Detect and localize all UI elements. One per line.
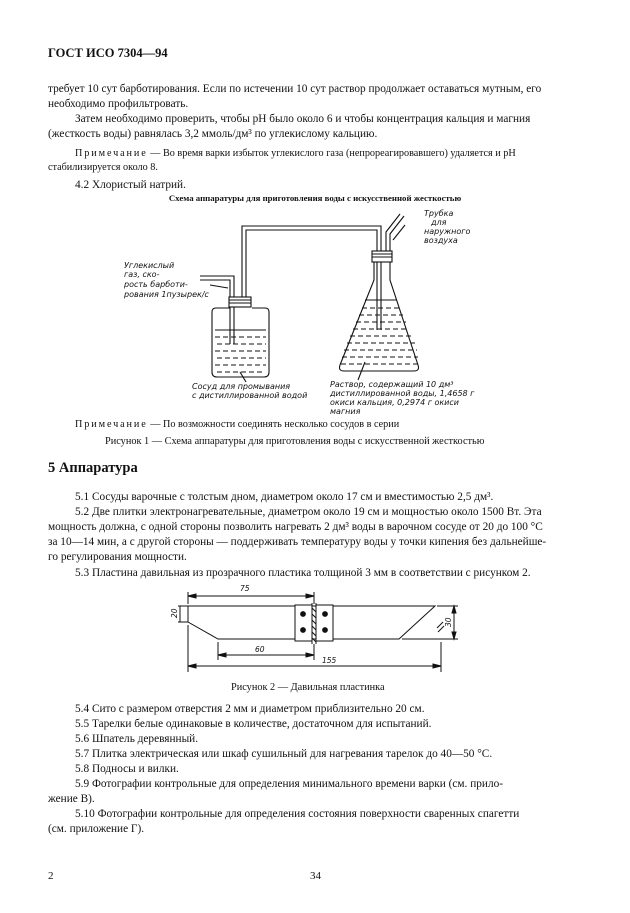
figure-1-title: Схема аппаратуры для приготовления воды с искусственной жесткостью [168, 193, 462, 203]
figure-2-caption: Рисунок 2 — Давильная пластинка [231, 682, 385, 693]
co2-label-line-2: газ, ско- [124, 270, 160, 279]
solution-label-line-2: дистиллированной воды, 1,4658 г [330, 389, 475, 398]
wash-bottle-stopper [229, 297, 251, 307]
note-1-line-2: стабилизируется около 8. [48, 162, 158, 173]
para-5-8: 5.8 Подносы и вилки. [75, 763, 179, 775]
figure-1-caption: Рисунок 1 — Схема аппаратуры для приготовления воды с искусственной жесткостью [105, 436, 485, 447]
para-5-1: 5.1 Сосуды варочные с толстым дном, диаметром около 17 см и вместимостью 2,5 дм³. [75, 491, 494, 503]
hinge-right [316, 605, 333, 641]
para-5-4: 5.4 Сито с размером отверстия 2 мм и диаметром приблизительно 20 см. [75, 703, 425, 715]
para-5-6: 5.6 Шпатель деревянный. [75, 733, 199, 745]
co2-label-line-1: Углекислый [124, 261, 175, 270]
figure-1-note-text: — По возможности соединять несколько сосудов в серии [147, 419, 400, 430]
wash-bottle [212, 308, 269, 377]
document-header: ГОСТ ИСО 7304—94 [48, 46, 168, 60]
solution-label-line-4: магния [330, 407, 361, 416]
para-5-3: 5.3 Пластина давильная из прозрачного пластика толщиной 3 мм в соответствии с рисунком 2. [75, 567, 531, 579]
intro-line-3: Затем необходимо проверить, чтобы рН было около 6 и чтобы концентрация кальция и магния [75, 113, 531, 125]
hinge-left [295, 605, 312, 641]
page-number: 34 [310, 870, 321, 882]
figure-2-drawing [0, 580, 630, 675]
dim-155: 155 [322, 656, 337, 665]
dim-60: 60 [255, 645, 265, 654]
section-5-title: 5 Аппаратура [48, 460, 138, 476]
co2-label-line-3: рость барботи- [124, 280, 188, 289]
dim-75: 75 [240, 584, 250, 593]
vessel-label-line-2: с дистиллированной водой [192, 391, 308, 400]
figure-1-note-label: Примечание [75, 419, 148, 430]
intro-line-1: требует 10 сут барботирования. Если по истечении 10 сут раствор продолжает оставаться мутным, его [48, 83, 542, 95]
note-1-line-1 [75, 147, 516, 161]
intro-line-2: необходимо профильтровать. [48, 98, 189, 110]
solution-label-line-1: Раствор, содержащий 10 дм³ [330, 380, 454, 389]
tube-label-line-3: наружного [424, 227, 471, 236]
para-5-2-line-4: го регулирования мощности. [48, 551, 187, 563]
para-5-5: 5.5 Тарелки белые одинаковые в количестве, достаточном для испытаний. [75, 718, 432, 730]
para-5-2-line-3: за 10—14 мин, а с другой стороны — поддерживать температуру воды у точки кипения без дальнейше- [48, 536, 547, 548]
para-5-2-line-2: мощность должна, с одной стороны позволить нагревать 2 дм³ воды в варочном сосуде от 20 до 100 °С [48, 521, 543, 533]
figure-1-diagram [0, 200, 630, 416]
tube-label-line-4: воздуха [424, 236, 458, 245]
figure-1-note [75, 418, 399, 432]
tube-label-line-2: для [431, 218, 447, 227]
erlenmeyer-flask [340, 262, 419, 371]
para-5-9-line-1: 5.9 Фотографии контрольные для определения минимального времени варки (см. прило- [75, 778, 503, 790]
para-5-7: 5.7 Плитка электрическая или шкаф сушильный для нагревания тарелок до 40—50 °С. [75, 748, 493, 760]
footer-left-number: 2 [48, 870, 54, 882]
para-5-2-line-1: 5.2 Две плитки электронагревательные, диаметром около 19 см и мощностью около 1500 Вт. Эта [75, 506, 542, 518]
para-5-9-line-2: жение В). [48, 793, 95, 805]
dim-30: 30 [444, 617, 453, 627]
intro-line-4: (жесткость воды) равнялась 3,2 ммоль/дм³ по углекислому кальцию. [48, 128, 378, 140]
note-1-text: — Во время варки избыток углекислого газа (непрореагировавшего) удаляется и рН [147, 148, 516, 159]
solution-label-line-3: окиси кальция, 0,2974 г окиси [330, 398, 459, 407]
tube-label-line-1: Трубка [424, 209, 454, 218]
note-1-label: Примечание [75, 148, 148, 159]
para-5-10-line-2: (см. приложение Г). [48, 823, 145, 835]
vessel-label-line-1: Сосуд для промывания [192, 382, 291, 391]
dim-20: 20 [170, 608, 179, 618]
item-4-2: 4.2 Хлористый натрий. [75, 179, 186, 191]
para-5-10-line-1: 5.10 Фотографии контрольные для определения состояния поверхности сваренных спагетти [75, 808, 520, 820]
co2-label-line-4: рования 1пузырек/с [124, 290, 209, 299]
